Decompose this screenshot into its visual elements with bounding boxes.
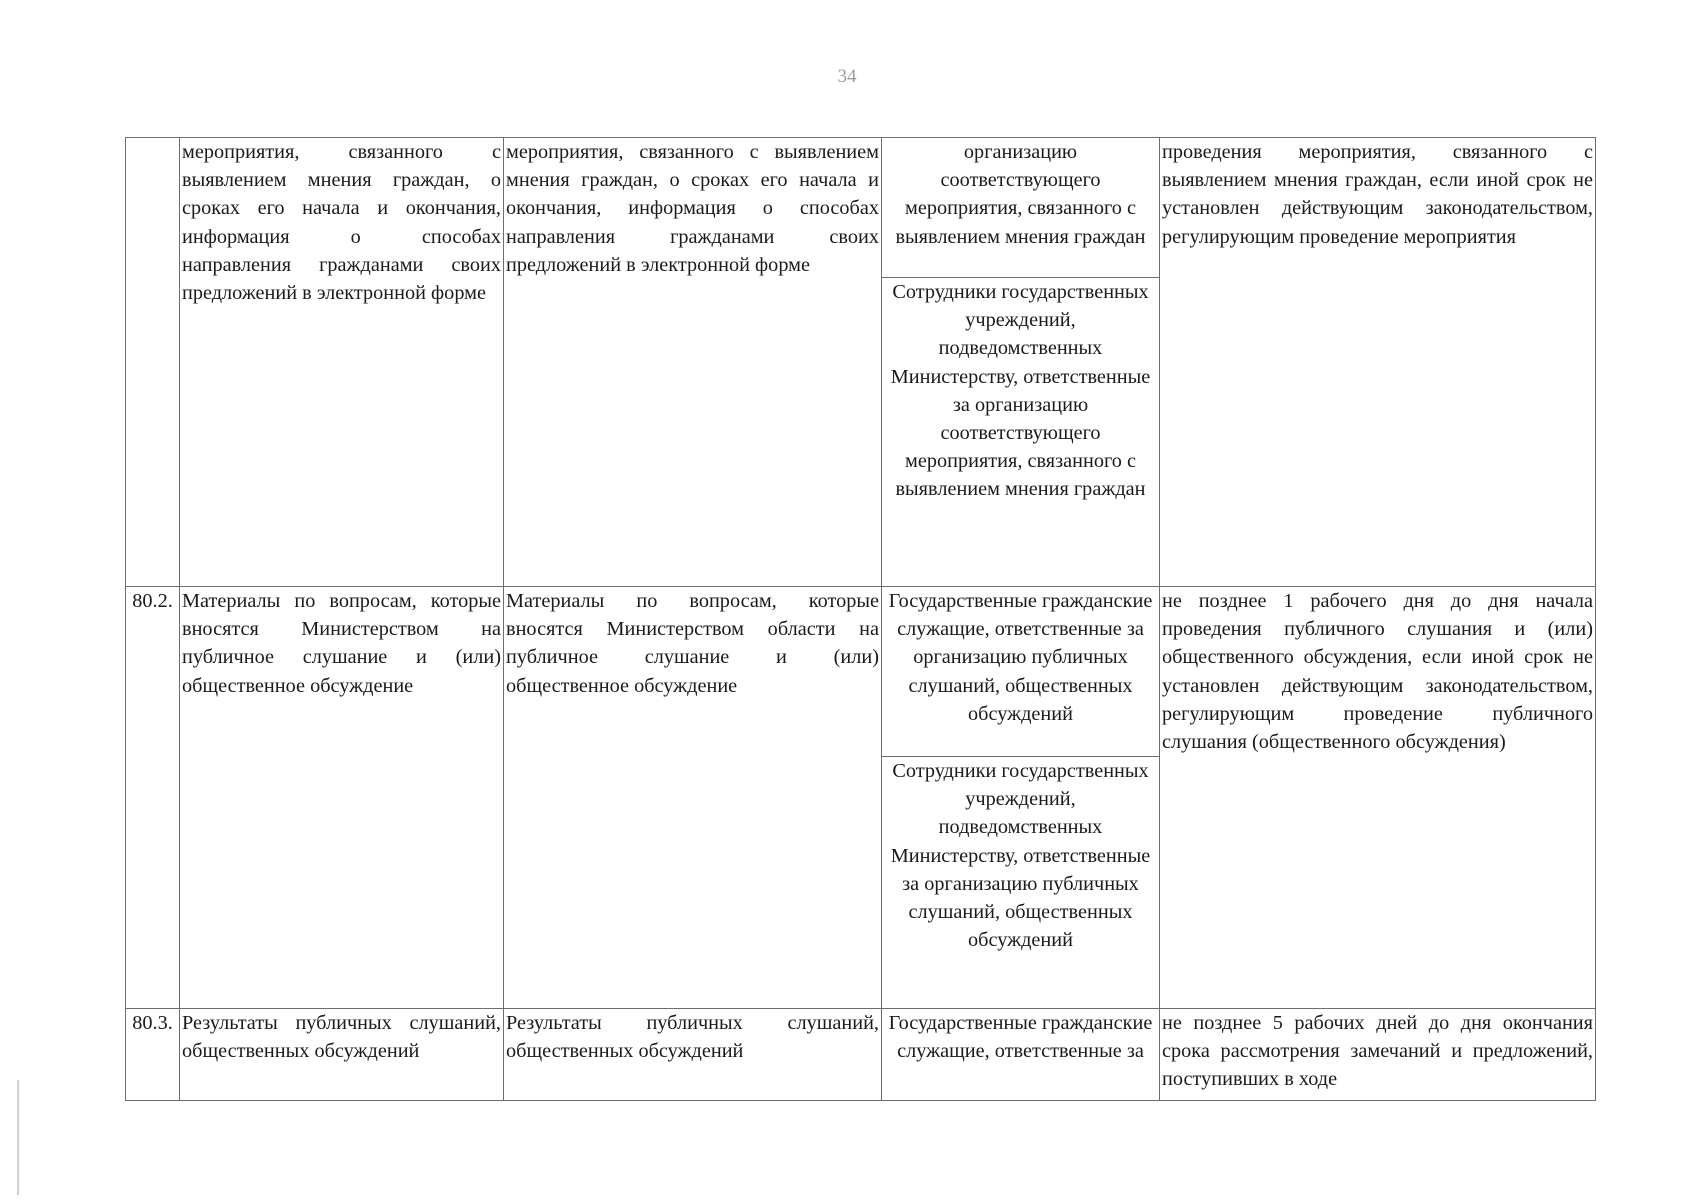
information-cell: Результаты публичных слушаний, общественных обсуждений bbox=[180, 1009, 504, 1101]
page-number: 34 bbox=[837, 66, 857, 87]
deadline-cell: не позднее 5 рабочих дней до дня окончания срока рассмотрения замечаний и предложений, поступивших в ходе bbox=[1160, 1009, 1596, 1101]
responsible-cell: Государственные гражданские служащие, ответственные за bbox=[882, 1009, 1160, 1101]
responsible-cell: организацию соответствующего мероприятия, связанного с выявлением мнения граждан bbox=[882, 138, 1160, 278]
deadline-cell: проведения мероприятия, связанного с выявлением мнения граждан, если иной срок не установлен действующим законодательством, регулирующим проведение мероприятия bbox=[1160, 138, 1596, 587]
table-row bbox=[126, 587, 1596, 757]
scan-edge-mark bbox=[17, 1080, 19, 1195]
row-number-cell: 80.2. bbox=[126, 587, 180, 1009]
table-row bbox=[126, 1009, 1596, 1101]
row-number-cell bbox=[126, 138, 180, 587]
responsible-cell: Государственные гражданские служащие, ответственные за организацию публичных слушаний, общественных обсуждений bbox=[882, 587, 1160, 757]
information-cell: Материалы по вопросам, которые вносятся Министерством на публичное слушание и (или) общественное обсуждение bbox=[180, 587, 504, 1009]
information-cell: мероприятия, связанного с выявлением мнения граждан, о сроках его начала и окончания, информация о способах направления гражданами своих предложений в электронной форме bbox=[180, 138, 504, 587]
row-number-cell: 80.3. bbox=[126, 1009, 180, 1101]
content-cell: Результаты публичных слушаний, общественных обсуждений bbox=[504, 1009, 882, 1101]
deadline-cell: не позднее 1 рабочего дня до дня начала проведения публичного слушания и (или) общественного обсуждения, если иной срок не установлен действующим законодательством, регулирующим проведение публичного слушания (общественного обсуждения) bbox=[1160, 587, 1596, 1009]
content-cell: мероприятия, связанного с выявлением мнения граждан, о сроках его начала и окончания, информация о способах направления гражданами своих предложений в электронной форме bbox=[504, 138, 882, 587]
responsible-cell: Сотрудники государственных учреждений, подведомственных Министерству, ответственные за организацию соответствующего мероприятия, связанного с выявлением мнения граждан bbox=[882, 278, 1160, 587]
responsible-cell: Сотрудники государственных учреждений, подведомственных Министерству, ответственные за организацию публичных слушаний, общественных обсуждений bbox=[882, 757, 1160, 1009]
content-cell: Материалы по вопросам, которые вносятся Министерством области на публичное слушание и (или) общественное обсуждение bbox=[504, 587, 882, 1009]
document-table bbox=[125, 137, 1596, 1101]
table-row bbox=[126, 138, 1596, 278]
